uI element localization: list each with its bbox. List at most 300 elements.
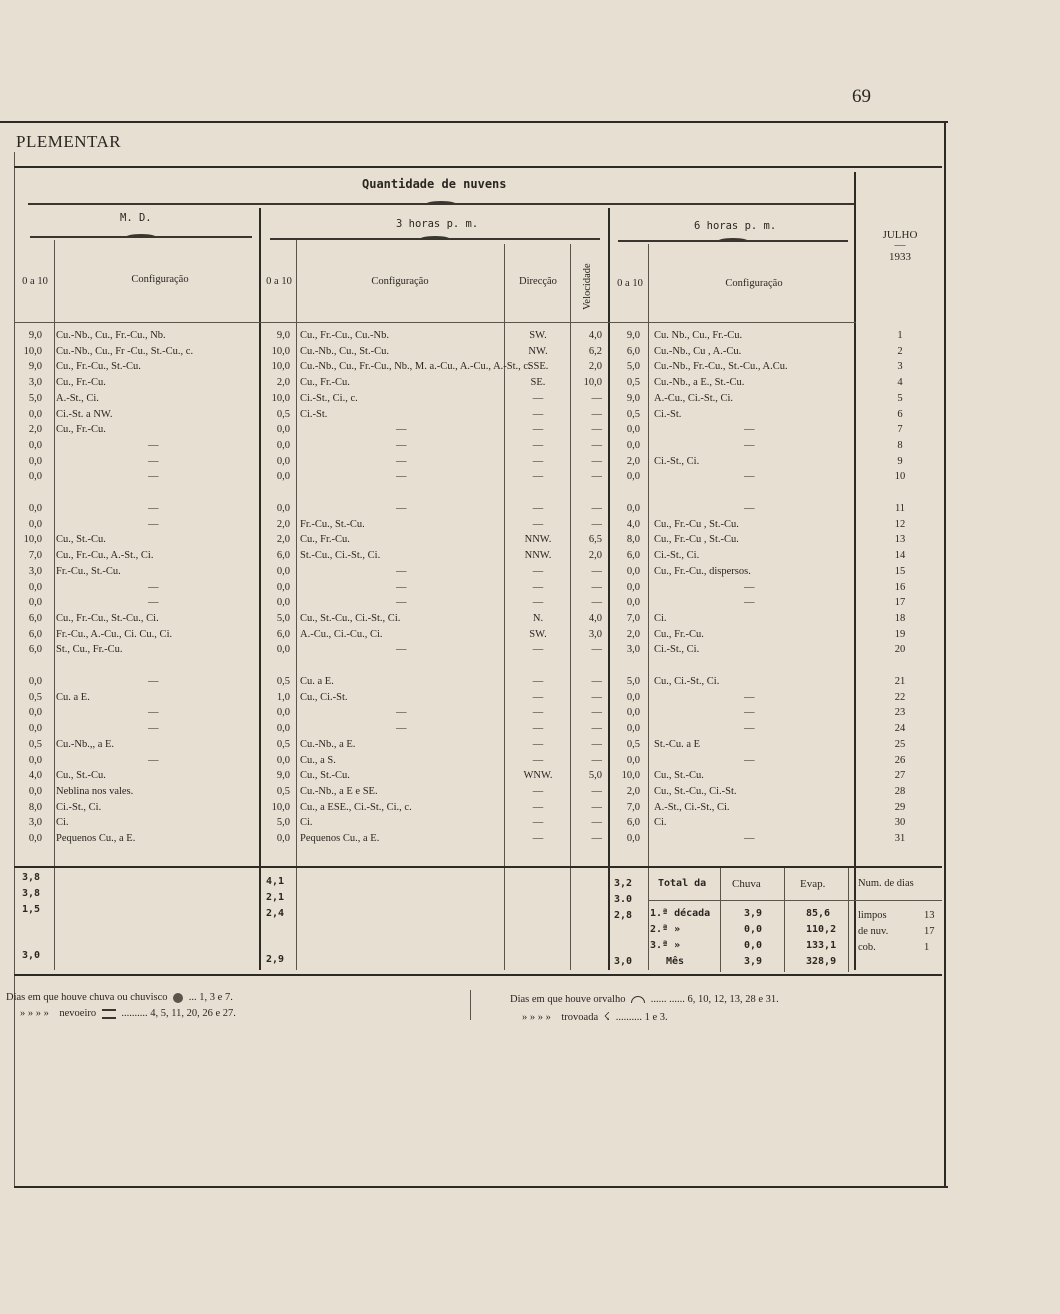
- summary-md-4: 3,0: [22, 950, 41, 961]
- direction-cell: —: [532, 471, 544, 482]
- day-number-cell: 2: [897, 346, 903, 357]
- day-number-cell: 10: [894, 471, 906, 482]
- direction-cell: —: [532, 424, 544, 435]
- direction-cell: —: [532, 707, 544, 718]
- velocity-cell: 2,0: [588, 550, 602, 561]
- h6-config-cell: Cu.-Nb., a E., St.-Cu.: [654, 377, 745, 388]
- day-number-cell: 1: [897, 330, 903, 341]
- h6-value-cell: 9,0: [626, 393, 640, 404]
- summary-3h-3: 2,4: [266, 908, 285, 919]
- h3-config-cell: —: [396, 471, 407, 482]
- velocity-cell: —: [591, 833, 602, 844]
- day-number-cell: 29: [894, 802, 906, 813]
- footer-fog-days: 4, 5, 11, 20, 26 e 27.: [150, 1008, 236, 1019]
- table-row: [0, 739, 948, 755]
- table-row: [0, 377, 948, 393]
- h3-config-cell: —: [396, 440, 407, 451]
- table-row: [0, 330, 948, 346]
- h6-config-cell: A.-St., Ci.-St., Ci.: [654, 802, 730, 813]
- h3-value-cell: 0,0: [276, 440, 290, 451]
- h3-config-cell: A.-Cu., Ci.-Cu., Ci.: [300, 629, 383, 640]
- velocity-cell: 3,0: [588, 629, 602, 640]
- table-row: [0, 770, 948, 786]
- cloud-header: Quantidade de nuvens: [362, 177, 507, 191]
- h3-config-cell: Cu., Fr.-Cu., Cu.-Nb.: [300, 330, 389, 341]
- footer-fog-label: nevoeiro: [59, 1008, 97, 1019]
- velocity-cell: —: [591, 393, 602, 404]
- cloud-header-brace: [28, 203, 854, 205]
- direction-cell: SSE.: [527, 361, 549, 372]
- h3-value-cell: 5,0: [276, 817, 290, 828]
- day-number-cell: 28: [894, 786, 906, 797]
- h6-value-cell: 0,0: [626, 503, 640, 514]
- direction-cell: SW.: [529, 330, 547, 341]
- md-value-cell: 0,0: [28, 676, 42, 687]
- section-title: PLEMENTAR: [16, 132, 122, 151]
- table-row: [0, 471, 948, 487]
- direction-cell: —: [532, 597, 544, 608]
- h6-value-cell: 2,0: [626, 629, 640, 640]
- footer-storm-days: 1 e 3.: [644, 1012, 668, 1023]
- md-config-cell: Cu., St.-Cu.: [56, 534, 106, 545]
- h6-config-cell: —: [744, 424, 755, 435]
- md-config-cell: Cu., Fr.-Cu.: [56, 424, 106, 435]
- rule-totals-c1: [720, 868, 721, 972]
- h3-value-cell: 10,0: [271, 361, 290, 372]
- month-label: JULHO: [882, 229, 918, 241]
- md-config-cell: Cu. a E.: [56, 692, 90, 703]
- h6-config-cell: Cu. Nb., Cu., Fr.-Cu.: [654, 330, 743, 341]
- table-row: [0, 409, 948, 425]
- h6-value-cell: 0,5: [626, 739, 640, 750]
- numdias-value-2: 17: [924, 926, 935, 937]
- h3-config-cell: —: [396, 707, 407, 718]
- h6-config-cell: Ci.: [654, 613, 667, 624]
- day-number-cell: 8: [897, 440, 903, 451]
- rule-totals-head: [648, 900, 854, 901]
- h6-value-cell: 6,0: [626, 817, 640, 828]
- h3-config-cell: Pequenos Cu., a E.: [300, 833, 380, 844]
- h3-value-cell: 9,0: [276, 330, 290, 341]
- totals-row-evap-2: 110,2: [806, 924, 837, 935]
- totals-row-label-1: 1.ª década: [650, 908, 711, 919]
- velocity-cell: —: [591, 409, 602, 420]
- year-label: 1933: [889, 251, 911, 263]
- footer-fog-line: [20, 1008, 236, 1019]
- rule-totals-c2: [784, 868, 785, 972]
- velocity-cell: —: [591, 692, 602, 703]
- md-config-cell: Pequenos Cu., a E.: [56, 833, 136, 844]
- velocity-cell: —: [591, 424, 602, 435]
- day-number-cell: 27: [894, 770, 906, 781]
- day-number-cell: 7: [897, 424, 903, 435]
- h6-config-cell: Ci.: [654, 817, 667, 828]
- period-6h-brace: [618, 240, 848, 242]
- h6-value-cell: 9,0: [626, 330, 640, 341]
- h3-config-cell: —: [396, 597, 407, 608]
- h6-config-cell: —: [744, 723, 755, 734]
- table-row: [0, 644, 948, 660]
- md-value-cell: 0,5: [28, 739, 42, 750]
- md-config-cell: Cu., St.-Cu.: [56, 770, 106, 781]
- md-config-cell: Ci.-St., Ci.: [56, 802, 102, 813]
- summary-3h-1: 4,1: [266, 876, 285, 887]
- day-number-cell: 4: [897, 377, 903, 388]
- velocity-cell: 2,0: [588, 361, 602, 372]
- md-config-cell: Cu., Fr.-Cu., A.-St., Ci.: [56, 550, 154, 561]
- totals-chuva-header: Chuva: [732, 878, 761, 890]
- direction-cell: —: [532, 566, 544, 577]
- day-number-cell: 12: [894, 519, 906, 530]
- h6-config-cell: —: [744, 471, 755, 482]
- day-number-cell: 21: [894, 676, 906, 687]
- numdias-header: Num. de dias: [858, 878, 914, 889]
- h6-value-cell: 0,0: [626, 597, 640, 608]
- h3-value-cell: 10,0: [271, 393, 290, 404]
- h3-config-cell: Cu.-Nb., a E.: [300, 739, 356, 750]
- summary-6h-3: 2,8: [614, 910, 633, 921]
- h6-value-cell: 5,0: [626, 676, 640, 687]
- h3-config-cell: —: [396, 424, 407, 435]
- footer-rain-days: 1, 3 e 7.: [199, 992, 233, 1003]
- md-config-cell: Cu., Fr.-Cu., St.-Cu.: [56, 361, 141, 372]
- h6-value-cell: 4,0: [626, 519, 640, 530]
- h6-config-cell: —: [744, 582, 755, 593]
- table-row: [0, 393, 948, 409]
- h3-config-cell: Cu., Ci.-St.: [300, 692, 348, 703]
- day-number-cell: 19: [894, 629, 906, 640]
- frame-top-rule: [0, 121, 948, 123]
- h6-config-cell: Cu.-Nb., Cu , A.-Cu.: [654, 346, 742, 357]
- summary-6h-1: 3,2: [614, 878, 633, 889]
- md-value-cell: 10,0: [23, 346, 42, 357]
- dew-icon: [631, 996, 645, 1003]
- footer-storm-label: trovoada: [561, 1012, 599, 1023]
- day-number-cell: 14: [894, 550, 906, 561]
- h3-value-cell: 0,5: [276, 739, 290, 750]
- direction-cell: —: [532, 503, 544, 514]
- h3-config-cell: Cu.-Nb., Cu., St.-Cu.: [300, 346, 389, 357]
- table-row: [0, 440, 948, 456]
- direction-cell: NNW.: [524, 550, 552, 561]
- md-config-cell: —: [148, 471, 159, 482]
- period-md: M. D.: [120, 212, 152, 224]
- h3-value-cell: 10,0: [271, 346, 290, 357]
- table-row: [0, 629, 948, 645]
- md-value-cell: 3,0: [28, 817, 42, 828]
- table-row: [0, 692, 948, 708]
- totals-row-chuva-1: 3,9: [744, 908, 763, 919]
- h3-value-cell: 6,0: [276, 550, 290, 561]
- day-number-cell: 6: [897, 409, 903, 420]
- footer-storm-prefix: » » » »: [522, 1012, 551, 1023]
- velocity-cell: —: [591, 519, 602, 530]
- h6-value-cell: 0,0: [626, 424, 640, 435]
- md-value-cell: 9,0: [28, 330, 42, 341]
- summary-3h-2: 2,1: [266, 892, 285, 903]
- md-value-cell: 0,0: [28, 597, 42, 608]
- h3-value-cell: 0,0: [276, 755, 290, 766]
- direction-cell: —: [532, 393, 544, 404]
- direction-cell: N.: [532, 613, 544, 624]
- table-row: [0, 786, 948, 802]
- h6-value-cell: 0,0: [626, 471, 640, 482]
- col-6h-scale: 0 a 10: [617, 278, 643, 289]
- h3-value-cell: 0,0: [276, 471, 290, 482]
- md-config-cell: —: [148, 519, 159, 530]
- footer-dew-line: [510, 994, 779, 1005]
- h3-value-cell: 0,0: [276, 707, 290, 718]
- footer-fog-prefix: » » » »: [20, 1008, 49, 1019]
- velocity-cell: 4,0: [588, 613, 602, 624]
- h6-config-cell: —: [744, 692, 755, 703]
- velocity-cell: —: [591, 676, 602, 687]
- md-value-cell: 2,0: [28, 424, 42, 435]
- h3-value-cell: 2,0: [276, 377, 290, 388]
- md-value-cell: 0,0: [28, 471, 42, 482]
- col-md-config: Configuração: [131, 274, 189, 285]
- velocity-cell: —: [591, 786, 602, 797]
- md-value-cell: 3,0: [28, 377, 42, 388]
- col-3h-scale: 0 a 10: [266, 276, 292, 287]
- h6-config-cell: Cu., Ci.-St., Ci.: [654, 676, 720, 687]
- md-value-cell: 0,0: [28, 707, 42, 718]
- h3-value-cell: 0,0: [276, 582, 290, 593]
- day-number-cell: 31: [894, 833, 906, 844]
- h3-config-cell: —: [396, 723, 407, 734]
- rule-numdias-head: [848, 900, 942, 901]
- day-number-cell: 24: [894, 723, 906, 734]
- h6-value-cell: 3,0: [626, 644, 640, 655]
- h3-config-cell: —: [396, 503, 407, 514]
- h3-value-cell: 0,0: [276, 503, 290, 514]
- direction-cell: SW.: [529, 629, 547, 640]
- day-number-cell: 16: [894, 582, 906, 593]
- day-number-cell: 5: [897, 393, 903, 404]
- table-row: [0, 597, 948, 613]
- col-direction: Direcção: [519, 276, 557, 287]
- day-number-cell: 22: [894, 692, 906, 703]
- velocity-cell: 4,0: [588, 330, 602, 341]
- md-value-cell: 0,0: [28, 786, 42, 797]
- totals-row-label-3: 3.ª »: [650, 940, 681, 951]
- md-config-cell: —: [148, 456, 159, 467]
- period-6h: 6 horas p. m.: [694, 220, 777, 232]
- md-value-cell: 10,0: [23, 534, 42, 545]
- velocity-cell: —: [591, 440, 602, 451]
- h6-value-cell: 0,0: [626, 755, 640, 766]
- totals-evap-header: Evap.: [800, 878, 826, 890]
- h6-value-cell: 0,0: [626, 440, 640, 451]
- direction-cell: —: [532, 519, 544, 530]
- h3-value-cell: 0,0: [276, 723, 290, 734]
- h6-config-cell: Cu., Fr.-Cu , St.-Cu.: [654, 519, 739, 530]
- totals-row-chuva-2: 0,0: [744, 924, 763, 935]
- frame-bottom-rule: [14, 1186, 948, 1188]
- direction-cell: —: [532, 676, 544, 687]
- footer-dew-days: 6, 10, 12, 13, 28 e 31.: [687, 994, 779, 1005]
- h6-config-cell: Cu., Fr.-Cu , St.-Cu.: [654, 534, 739, 545]
- summary-6h-4: 3,0: [614, 956, 633, 967]
- h3-value-cell: 0,5: [276, 409, 290, 420]
- md-value-cell: 0,0: [28, 456, 42, 467]
- velocity-cell: —: [591, 817, 602, 828]
- table-row: [0, 802, 948, 818]
- h6-value-cell: 6,0: [626, 346, 640, 357]
- h3-config-cell: Cu., a S.: [300, 755, 336, 766]
- col-3h-config: Configuração: [371, 276, 429, 287]
- direction-cell: —: [532, 456, 544, 467]
- direction-cell: —: [532, 723, 544, 734]
- md-config-cell: —: [148, 676, 159, 687]
- h3-value-cell: 0,5: [276, 676, 290, 687]
- md-value-cell: 6,0: [28, 629, 42, 640]
- h6-value-cell: 7,0: [626, 802, 640, 813]
- h6-value-cell: 0,0: [626, 692, 640, 703]
- velocity-cell: —: [591, 503, 602, 514]
- velocity-cell: —: [591, 644, 602, 655]
- md-config-cell: —: [148, 755, 159, 766]
- h3-value-cell: 1,0: [276, 692, 290, 703]
- velocity-cell: —: [591, 755, 602, 766]
- rain-icon: [173, 993, 183, 1003]
- col-md-scale: 0 a 10: [22, 276, 48, 287]
- day-number-cell: 20: [894, 644, 906, 655]
- h3-value-cell: 0,0: [276, 424, 290, 435]
- h3-value-cell: 0,0: [276, 456, 290, 467]
- col-velocity: Velocidade: [582, 263, 593, 310]
- h6-value-cell: 6,0: [626, 550, 640, 561]
- velocity-cell: 6,2: [588, 346, 602, 357]
- md-config-cell: Cu.-Nb., Cu., Fr -Cu., St.-Cu., c.: [56, 346, 194, 357]
- md-config-cell: Cu., Fr.-Cu.: [56, 377, 106, 388]
- h6-config-cell: —: [744, 503, 755, 514]
- totals-row-label-4: Mês: [666, 956, 685, 967]
- md-value-cell: 0,0: [28, 440, 42, 451]
- h6-value-cell: 10,0: [621, 770, 640, 781]
- h6-config-cell: Ci.-St., Ci.: [654, 456, 700, 467]
- h3-value-cell: 0,0: [276, 566, 290, 577]
- h6-config-cell: —: [744, 597, 755, 608]
- h6-config-cell: —: [744, 707, 755, 718]
- md-config-cell: Cu.-Nb., Cu., Fr.-Cu., Nb.: [56, 330, 166, 341]
- h3-value-cell: 0,0: [276, 597, 290, 608]
- h6-config-cell: A.-Cu., Ci.-St., Ci.: [654, 393, 734, 404]
- h6-value-cell: 5,0: [626, 361, 640, 372]
- h6-value-cell: 0,0: [626, 707, 640, 718]
- table-row: [0, 582, 948, 598]
- table-row: [0, 456, 948, 472]
- md-value-cell: 8,0: [28, 802, 42, 813]
- md-config-cell: Ci.-St. a NW.: [56, 409, 113, 420]
- h3-config-cell: —: [396, 582, 407, 593]
- direction-cell: —: [532, 817, 544, 828]
- h3-config-cell: Ci.: [300, 817, 313, 828]
- direction-cell: —: [532, 802, 544, 813]
- h6-value-cell: 7,0: [626, 613, 640, 624]
- velocity-cell: —: [591, 597, 602, 608]
- md-config-cell: Fr.-Cu., St.-Cu.: [56, 566, 121, 577]
- h6-config-cell: Cu.-Nb., Fr.-Cu., St.-Cu., A.Cu.: [654, 361, 788, 372]
- velocity-cell: —: [591, 582, 602, 593]
- summary-6h-2: 3.0: [614, 894, 633, 905]
- direction-cell: WNW.: [523, 770, 553, 781]
- totals-row-chuva-4: 3,9: [744, 956, 763, 967]
- md-config-cell: Cu., Fr.-Cu., St.-Cu., Ci.: [56, 613, 159, 624]
- h6-config-cell: —: [744, 440, 755, 451]
- col-6h-config: Configuração: [725, 278, 783, 289]
- table-row: [0, 566, 948, 582]
- md-value-cell: 6,0: [28, 613, 42, 624]
- day-number-cell: 11: [894, 503, 906, 514]
- direction-cell: NNW.: [524, 534, 552, 545]
- md-value-cell: 0,0: [28, 582, 42, 593]
- h3-value-cell: 2,0: [276, 519, 290, 530]
- direction-cell: —: [532, 786, 544, 797]
- footer-fog-dots: ..........: [121, 1008, 148, 1019]
- velocity-cell: 6,5: [588, 534, 602, 545]
- velocity-cell: —: [591, 566, 602, 577]
- direction-cell: NW.: [528, 346, 548, 357]
- summary-3h-4: 2,9: [266, 954, 285, 965]
- numdias-label-2: de nuv.: [858, 926, 889, 937]
- h6-config-cell: Cu., St.-Cu., Ci.-St.: [654, 786, 737, 797]
- footer-rain-dots: ...: [188, 992, 197, 1003]
- totals-row-evap-4: 328,9: [806, 956, 837, 967]
- velocity-cell: —: [591, 471, 602, 482]
- footer-dew-dots: ...... ......: [650, 994, 685, 1005]
- table-row: [0, 676, 948, 692]
- footer-dew-label: Dias em que houve orvalho: [510, 994, 626, 1005]
- day-number-cell: 25: [894, 739, 906, 750]
- direction-cell: SE.: [530, 377, 546, 388]
- h3-config-cell: —: [396, 456, 407, 467]
- h3-value-cell: 2,0: [276, 534, 290, 545]
- h6-value-cell: 2,0: [626, 456, 640, 467]
- footer-storm-line: [522, 1010, 668, 1023]
- period-3h: 3 horas p. m.: [396, 218, 479, 230]
- table-row: [0, 613, 948, 629]
- totals-row-chuva-3: 0,0: [744, 940, 763, 951]
- velocity-cell: 10,0: [583, 377, 602, 388]
- h3-value-cell: 0,0: [276, 833, 290, 844]
- md-config-cell: —: [148, 582, 159, 593]
- md-value-cell: 0,0: [28, 833, 42, 844]
- table-row: [0, 534, 948, 550]
- velocity-cell: —: [591, 723, 602, 734]
- h3-value-cell: 0,5: [276, 786, 290, 797]
- h3-config-cell: Cu., St.-Cu.: [300, 770, 350, 781]
- table-row: [0, 833, 948, 849]
- md-value-cell: 0,5: [28, 692, 42, 703]
- totals-row-label-2: 2.ª »: [650, 924, 681, 935]
- rule-header-bottom: [14, 322, 856, 323]
- md-value-cell: 0,0: [28, 519, 42, 530]
- footer-rain-line: [6, 992, 233, 1003]
- velocity-cell: —: [591, 739, 602, 750]
- h3-config-cell: Fr.-Cu., St.-Cu.: [300, 519, 365, 530]
- h3-value-cell: 5,0: [276, 613, 290, 624]
- h3-config-cell: Cu., St.-Cu., Ci.-St., Ci.: [300, 613, 401, 624]
- md-config-cell: Neblina nos vales.: [56, 786, 134, 797]
- h3-config-cell: Ci.-St., Ci., c.: [300, 393, 358, 404]
- h6-config-cell: —: [744, 833, 755, 844]
- footer-storm-dots: ..........: [615, 1012, 642, 1023]
- period-3h-brace: [270, 238, 600, 240]
- h6-config-cell: Cu., Fr.-Cu.: [654, 629, 704, 640]
- summary-md-3: 1,5: [22, 904, 41, 915]
- footer-rain-label: Dias em que houve chuva ou chuvisco: [6, 992, 168, 1003]
